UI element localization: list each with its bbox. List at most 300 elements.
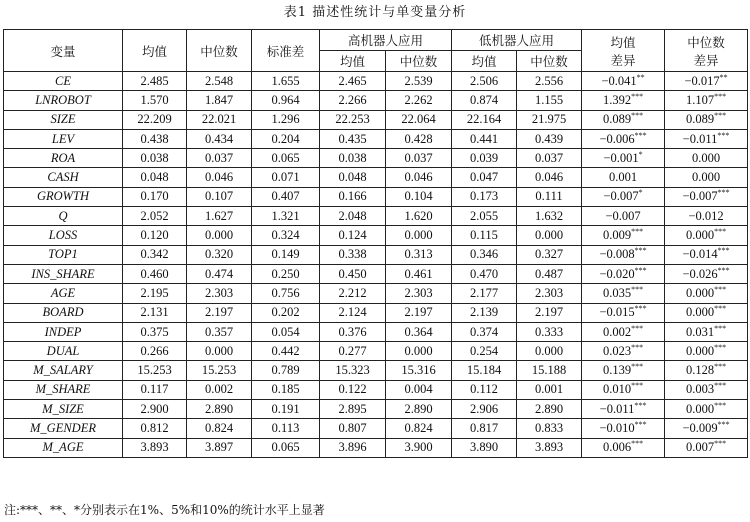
significance-stars: *** bbox=[634, 246, 647, 256]
cell-mean-diff bbox=[582, 168, 665, 187]
cell-value: 2.906 bbox=[452, 400, 517, 419]
cell-value: 0.048 bbox=[123, 168, 187, 187]
cell-value: 0.124 bbox=[320, 226, 386, 245]
cell-variable: GROWTH bbox=[4, 187, 123, 206]
significance-stars: *** bbox=[631, 439, 644, 449]
header-mean: 均值 bbox=[123, 30, 187, 72]
cell-value: 2.895 bbox=[320, 400, 386, 419]
cell-mean-diff-value: 0.002 bbox=[602, 324, 632, 339]
cell-value: 0.000 bbox=[386, 342, 452, 361]
cell-median-diff-value: −0.009 bbox=[682, 420, 718, 435]
cell-median-diff-value: 0.000 bbox=[691, 170, 721, 185]
cell-mean-diff-value: 0.089 bbox=[602, 112, 632, 127]
cell-value: 0.812 bbox=[123, 419, 187, 438]
cell-median-diff-value: 0.128 bbox=[685, 363, 715, 378]
cell-value: 0.046 bbox=[386, 168, 452, 187]
cell-value: 0.037 bbox=[386, 149, 452, 168]
cell-median-diff-value: −0.007 bbox=[682, 189, 718, 204]
cell-value: 0.461 bbox=[386, 264, 452, 283]
cell-median-diff-value: −0.014 bbox=[682, 247, 718, 262]
significance-stars: *** bbox=[714, 342, 727, 352]
cell-mean-diff-value: −0.041 bbox=[601, 73, 637, 88]
cell-variable: M_GENDER bbox=[4, 419, 123, 438]
cell-variable: LNROBOT bbox=[4, 91, 123, 110]
table-row bbox=[4, 400, 748, 419]
cell-value: 0.204 bbox=[252, 129, 320, 148]
cell-variable: M_SIZE bbox=[4, 400, 123, 419]
cell-value: 1.155 bbox=[517, 91, 582, 110]
significance-stars: *** bbox=[714, 91, 727, 101]
cell-value: 3.897 bbox=[187, 438, 252, 457]
header-mean-diff-line2: 差异 bbox=[610, 52, 636, 68]
cell-variable: TOP1 bbox=[4, 245, 123, 264]
cell-value: 0.789 bbox=[252, 361, 320, 380]
cell-value: 0.065 bbox=[252, 149, 320, 168]
cell-value: 0.039 bbox=[452, 149, 517, 168]
header-variable: 变量 bbox=[4, 30, 123, 72]
cell-mean-diff bbox=[582, 129, 665, 148]
table-header bbox=[4, 30, 748, 72]
significance-stars: *** bbox=[631, 226, 644, 236]
cell-value: 0.054 bbox=[252, 322, 320, 341]
cell-value: 0.000 bbox=[517, 342, 582, 361]
cell-value: 1.620 bbox=[386, 207, 452, 226]
cell-value: 3.893 bbox=[517, 438, 582, 457]
cell-mean-diff bbox=[582, 245, 665, 264]
cell-median-diff-value: 0.000 bbox=[685, 285, 715, 300]
cell-value: 0.037 bbox=[187, 149, 252, 168]
cell-value: 0.185 bbox=[252, 380, 320, 399]
cell-value: 0.833 bbox=[517, 419, 582, 438]
header-median-diff-line2: 差异 bbox=[693, 52, 719, 68]
cell-value: 0.000 bbox=[386, 226, 452, 245]
cell-value: 0.824 bbox=[386, 419, 452, 438]
cell-median-diff-value: −0.012 bbox=[688, 208, 724, 223]
cell-value: 0.117 bbox=[123, 380, 187, 399]
table-row bbox=[4, 187, 748, 206]
cell-value: 0.266 bbox=[123, 342, 187, 361]
cell-median-diff-value: 0.089 bbox=[685, 112, 715, 127]
table-row bbox=[4, 168, 748, 187]
cell-variable: INS_SHARE bbox=[4, 264, 123, 283]
cell-median-diff bbox=[665, 438, 748, 457]
table-note: 注:***、**、*分别表示在1%、5%和10%的统计水平上显著 bbox=[4, 503, 325, 517]
cell-value: 0.122 bbox=[320, 380, 386, 399]
cell-value: 0.047 bbox=[452, 168, 517, 187]
cell-mean-diff bbox=[582, 72, 665, 91]
table-body bbox=[4, 72, 748, 458]
cell-value: 1.847 bbox=[187, 91, 252, 110]
table-row bbox=[4, 419, 748, 438]
significance-stars: *** bbox=[714, 361, 727, 371]
cell-mean-diff-value: 0.035 bbox=[602, 285, 632, 300]
cell-value: 2.195 bbox=[123, 284, 187, 303]
cell-value: 3.893 bbox=[123, 438, 187, 457]
significance-stars: *** bbox=[717, 188, 730, 198]
significance-stars: *** bbox=[717, 265, 730, 275]
cell-mean-diff bbox=[582, 438, 665, 457]
table-row bbox=[4, 72, 748, 91]
cell-value: 0.824 bbox=[187, 419, 252, 438]
cell-value: 0.004 bbox=[386, 380, 452, 399]
cell-value: 3.900 bbox=[386, 438, 452, 457]
cell-value: 0.364 bbox=[386, 322, 452, 341]
cell-value: 0.202 bbox=[252, 303, 320, 322]
cell-value: 0.149 bbox=[252, 245, 320, 264]
cell-variable: BOARD bbox=[4, 303, 123, 322]
significance-stars: *** bbox=[634, 304, 647, 314]
significance-stars: * bbox=[638, 188, 643, 198]
significance-stars: *** bbox=[631, 361, 644, 371]
cell-mean-diff bbox=[582, 380, 665, 399]
header-std: 标准差 bbox=[252, 30, 320, 72]
significance-stars: *** bbox=[631, 111, 644, 121]
cell-value: 2.048 bbox=[320, 207, 386, 226]
cell-mean-diff-value: −0.020 bbox=[599, 266, 635, 281]
cell-mean-diff bbox=[582, 226, 665, 245]
cell-variable: CE bbox=[4, 72, 123, 91]
cell-value: 0.071 bbox=[252, 168, 320, 187]
cell-value: 3.896 bbox=[320, 438, 386, 457]
cell-mean-diff-value: 0.001 bbox=[608, 170, 638, 185]
cell-value: 0.333 bbox=[517, 322, 582, 341]
cell-value: 15.184 bbox=[452, 361, 517, 380]
cell-value: 22.253 bbox=[320, 110, 386, 129]
cell-value: 22.164 bbox=[452, 110, 517, 129]
header-median-diff-line1: 中位数 bbox=[687, 34, 725, 50]
cell-median-diff bbox=[665, 129, 748, 148]
cell-value: 2.139 bbox=[452, 303, 517, 322]
table-row bbox=[4, 264, 748, 283]
table-row bbox=[4, 110, 748, 129]
table-row bbox=[4, 226, 748, 245]
cell-value: 0.111 bbox=[517, 187, 582, 206]
cell-variable: M_AGE bbox=[4, 438, 123, 457]
cell-mean-diff-value: 0.023 bbox=[602, 343, 632, 358]
cell-value: 15.253 bbox=[123, 361, 187, 380]
table-title: 表1 描述性统计与单变量分析 bbox=[283, 5, 467, 20]
cell-value: 1.627 bbox=[187, 207, 252, 226]
cell-value: 2.303 bbox=[386, 284, 452, 303]
cell-value: 0.107 bbox=[187, 187, 252, 206]
cell-value: 22.209 bbox=[123, 110, 187, 129]
table-row bbox=[4, 129, 748, 148]
cell-value: 2.124 bbox=[320, 303, 386, 322]
table-row bbox=[4, 303, 748, 322]
cell-value: 0.374 bbox=[452, 322, 517, 341]
cell-value: 0.038 bbox=[123, 149, 187, 168]
cell-mean-diff-value: −0.007 bbox=[603, 189, 639, 204]
cell-value: 0.113 bbox=[252, 419, 320, 438]
significance-stars: ** bbox=[719, 72, 728, 82]
cell-value: 0.874 bbox=[452, 91, 517, 110]
cell-value: 2.890 bbox=[386, 400, 452, 419]
cell-value: 0.037 bbox=[517, 149, 582, 168]
cell-value: 0.166 bbox=[320, 187, 386, 206]
cell-median-diff bbox=[665, 303, 748, 322]
cell-value: 0.038 bbox=[320, 149, 386, 168]
cell-value: 0.048 bbox=[320, 168, 386, 187]
cell-mean-diff-value: −0.008 bbox=[599, 247, 635, 262]
cell-value: 0.120 bbox=[123, 226, 187, 245]
cell-value: 15.253 bbox=[187, 361, 252, 380]
cell-value: 0.065 bbox=[252, 438, 320, 457]
significance-stars: *** bbox=[717, 419, 730, 429]
cell-value: 2.465 bbox=[320, 72, 386, 91]
cell-value: 0.375 bbox=[123, 322, 187, 341]
cell-median-diff-value: −0.026 bbox=[682, 266, 718, 281]
cell-value: 0.964 bbox=[252, 91, 320, 110]
significance-stars: *** bbox=[631, 381, 644, 391]
cell-value: 1.632 bbox=[517, 207, 582, 226]
cell-value: 22.064 bbox=[386, 110, 452, 129]
cell-value: 0.376 bbox=[320, 322, 386, 341]
cell-value: 0.434 bbox=[187, 129, 252, 148]
cell-median-diff-value: −0.011 bbox=[682, 131, 718, 146]
cell-variable: CASH bbox=[4, 168, 123, 187]
cell-value: 0.346 bbox=[452, 245, 517, 264]
header-median: 中位数 bbox=[187, 30, 252, 72]
significance-stars: *** bbox=[714, 400, 727, 410]
cell-value: 0.435 bbox=[320, 129, 386, 148]
cell-median-diff bbox=[665, 419, 748, 438]
header-low-median: 中位数 bbox=[517, 51, 582, 72]
cell-value: 0.460 bbox=[123, 264, 187, 283]
cell-median-diff bbox=[665, 264, 748, 283]
cell-median-diff bbox=[665, 400, 748, 419]
cell-value: 0.173 bbox=[452, 187, 517, 206]
cell-median-diff bbox=[665, 245, 748, 264]
cell-variable: LEV bbox=[4, 129, 123, 148]
cell-value: 0.450 bbox=[320, 264, 386, 283]
header-high-median: 中位数 bbox=[386, 51, 452, 72]
cell-mean-diff bbox=[582, 207, 665, 226]
cell-mean-diff-value: −0.011 bbox=[599, 401, 635, 416]
cell-value: 2.197 bbox=[517, 303, 582, 322]
cell-value: 2.212 bbox=[320, 284, 386, 303]
cell-value: 15.188 bbox=[517, 361, 582, 380]
table-row bbox=[4, 342, 748, 361]
cell-median-diff bbox=[665, 226, 748, 245]
cell-median-diff bbox=[665, 72, 748, 91]
cell-value: 2.303 bbox=[187, 284, 252, 303]
cell-value: 0.438 bbox=[123, 129, 187, 148]
cell-mean-diff-value: 0.139 bbox=[602, 363, 632, 378]
significance-stars: *** bbox=[714, 439, 727, 449]
cell-value: 0.320 bbox=[187, 245, 252, 264]
cell-mean-diff bbox=[582, 264, 665, 283]
cell-variable: DUAL bbox=[4, 342, 123, 361]
cell-variable: Q bbox=[4, 207, 123, 226]
cell-value: 0.756 bbox=[252, 284, 320, 303]
significance-stars: *** bbox=[717, 246, 730, 256]
cell-value: 2.177 bbox=[452, 284, 517, 303]
cell-median-diff bbox=[665, 322, 748, 341]
cell-value: 0.112 bbox=[452, 380, 517, 399]
cell-value: 0.250 bbox=[252, 264, 320, 283]
table-row bbox=[4, 91, 748, 110]
cell-value: 0.000 bbox=[517, 226, 582, 245]
cell-median-diff bbox=[665, 380, 748, 399]
header-median-diff bbox=[665, 30, 748, 72]
significance-stars: *** bbox=[634, 400, 647, 410]
cell-variable: INDEP bbox=[4, 322, 123, 341]
cell-value: 0.342 bbox=[123, 245, 187, 264]
cell-mean-diff bbox=[582, 149, 665, 168]
cell-value: 0.324 bbox=[252, 226, 320, 245]
table-row bbox=[4, 245, 748, 264]
cell-value: 2.303 bbox=[517, 284, 582, 303]
cell-value: 21.975 bbox=[517, 110, 582, 129]
cell-value: 1.570 bbox=[123, 91, 187, 110]
significance-stars: *** bbox=[714, 284, 727, 294]
cell-value: 0.000 bbox=[187, 226, 252, 245]
header-low-group: 低机器人应用 bbox=[452, 30, 582, 51]
cell-variable: M_SHARE bbox=[4, 380, 123, 399]
cell-value: 0.338 bbox=[320, 245, 386, 264]
cell-value: 3.890 bbox=[452, 438, 517, 457]
cell-variable: ROA bbox=[4, 149, 123, 168]
cell-value: 0.807 bbox=[320, 419, 386, 438]
cell-median-diff bbox=[665, 168, 748, 187]
cell-median-diff bbox=[665, 110, 748, 129]
significance-stars: *** bbox=[634, 419, 647, 429]
cell-value: 0.439 bbox=[517, 129, 582, 148]
significance-stars: *** bbox=[631, 323, 644, 333]
cell-median-diff bbox=[665, 187, 748, 206]
significance-stars: *** bbox=[634, 265, 647, 275]
cell-variable: LOSS bbox=[4, 226, 123, 245]
cell-value: 15.316 bbox=[386, 361, 452, 380]
significance-stars: *** bbox=[714, 226, 727, 236]
cell-value: 0.470 bbox=[452, 264, 517, 283]
cell-value: 0.327 bbox=[517, 245, 582, 264]
table-row bbox=[4, 438, 748, 457]
cell-median-diff-value: 0.003 bbox=[685, 382, 715, 397]
cell-value: 0.115 bbox=[452, 226, 517, 245]
header-mean-diff bbox=[582, 30, 665, 72]
stats-table bbox=[3, 29, 748, 458]
cell-median-diff-value: 0.007 bbox=[685, 440, 715, 455]
cell-mean-diff-value: 0.006 bbox=[602, 440, 632, 455]
cell-mean-diff bbox=[582, 400, 665, 419]
cell-variable: AGE bbox=[4, 284, 123, 303]
cell-value: 0.277 bbox=[320, 342, 386, 361]
cell-median-diff-value: 0.000 bbox=[685, 305, 715, 320]
cell-value: 15.323 bbox=[320, 361, 386, 380]
cell-value: 0.357 bbox=[187, 322, 252, 341]
cell-value: 0.001 bbox=[517, 380, 582, 399]
header-high-group: 高机器人应用 bbox=[320, 30, 452, 51]
cell-median-diff-value: 0.000 bbox=[685, 401, 715, 416]
header-high-mean: 均值 bbox=[320, 51, 386, 72]
table-row bbox=[4, 361, 748, 380]
cell-value: 0.046 bbox=[517, 168, 582, 187]
cell-value: 0.474 bbox=[187, 264, 252, 283]
cell-value: 0.104 bbox=[386, 187, 452, 206]
table-row bbox=[4, 284, 748, 303]
cell-value: 2.262 bbox=[386, 91, 452, 110]
table-row bbox=[4, 380, 748, 399]
cell-value: 2.197 bbox=[187, 303, 252, 322]
significance-stars: *** bbox=[634, 130, 647, 140]
cell-value: 2.485 bbox=[123, 72, 187, 91]
cell-value: 2.266 bbox=[320, 91, 386, 110]
cell-value: 0.442 bbox=[252, 342, 320, 361]
cell-value: 0.254 bbox=[452, 342, 517, 361]
table-row bbox=[4, 149, 748, 168]
header-low-mean: 均值 bbox=[452, 51, 517, 72]
table-row bbox=[4, 207, 748, 226]
significance-stars: * bbox=[638, 149, 643, 159]
significance-stars: *** bbox=[714, 304, 727, 314]
cell-value: 0.487 bbox=[517, 264, 582, 283]
significance-stars: *** bbox=[714, 111, 727, 121]
cell-value: 0.170 bbox=[123, 187, 187, 206]
cell-value: 2.506 bbox=[452, 72, 517, 91]
cell-value: 0.428 bbox=[386, 129, 452, 148]
cell-value: 0.313 bbox=[386, 245, 452, 264]
cell-value: 0.002 bbox=[187, 380, 252, 399]
cell-median-diff-value: 0.000 bbox=[685, 343, 715, 358]
cell-mean-diff bbox=[582, 419, 665, 438]
cell-value: 2.556 bbox=[517, 72, 582, 91]
cell-value: 2.890 bbox=[187, 400, 252, 419]
cell-value: 2.055 bbox=[452, 207, 517, 226]
cell-value: 1.655 bbox=[252, 72, 320, 91]
cell-median-diff bbox=[665, 361, 748, 380]
cell-value: 0.817 bbox=[452, 419, 517, 438]
cell-value: 2.197 bbox=[386, 303, 452, 322]
cell-value: 2.052 bbox=[123, 207, 187, 226]
cell-value: 0.046 bbox=[187, 168, 252, 187]
cell-median-diff bbox=[665, 284, 748, 303]
cell-mean-diff bbox=[582, 91, 665, 110]
cell-mean-diff-value: −0.015 bbox=[599, 305, 635, 320]
cell-value: 0.407 bbox=[252, 187, 320, 206]
cell-mean-diff-value: 1.392 bbox=[602, 92, 632, 107]
cell-value: 22.021 bbox=[187, 110, 252, 129]
cell-median-diff-value: 0.000 bbox=[691, 150, 721, 165]
cell-mean-diff-value: −0.010 bbox=[599, 420, 635, 435]
cell-median-diff bbox=[665, 207, 748, 226]
significance-stars: ** bbox=[636, 72, 645, 82]
cell-value: 2.548 bbox=[187, 72, 252, 91]
cell-variable: M_SALARY bbox=[4, 361, 123, 380]
cell-mean-diff bbox=[582, 342, 665, 361]
cell-value: 1.296 bbox=[252, 110, 320, 129]
cell-median-diff bbox=[665, 342, 748, 361]
cell-value: 0.000 bbox=[187, 342, 252, 361]
cell-mean-diff-value: −0.001 bbox=[603, 150, 639, 165]
significance-stars: *** bbox=[631, 284, 644, 294]
cell-mean-diff bbox=[582, 303, 665, 322]
significance-stars: *** bbox=[714, 381, 727, 391]
cell-value: 2.131 bbox=[123, 303, 187, 322]
cell-value: 2.900 bbox=[123, 400, 187, 419]
cell-value: 2.539 bbox=[386, 72, 452, 91]
cell-median-diff-value: −0.017 bbox=[684, 73, 720, 88]
cell-mean-diff-value: 0.009 bbox=[602, 228, 632, 243]
cell-mean-diff bbox=[582, 110, 665, 129]
significance-stars: *** bbox=[631, 91, 644, 101]
cell-value: 0.441 bbox=[452, 129, 517, 148]
cell-variable: SIZE bbox=[4, 110, 123, 129]
header-mean-diff-line1: 均值 bbox=[610, 34, 636, 50]
cell-mean-diff-value: 0.010 bbox=[602, 382, 632, 397]
cell-median-diff bbox=[665, 91, 748, 110]
table-row bbox=[4, 322, 748, 341]
